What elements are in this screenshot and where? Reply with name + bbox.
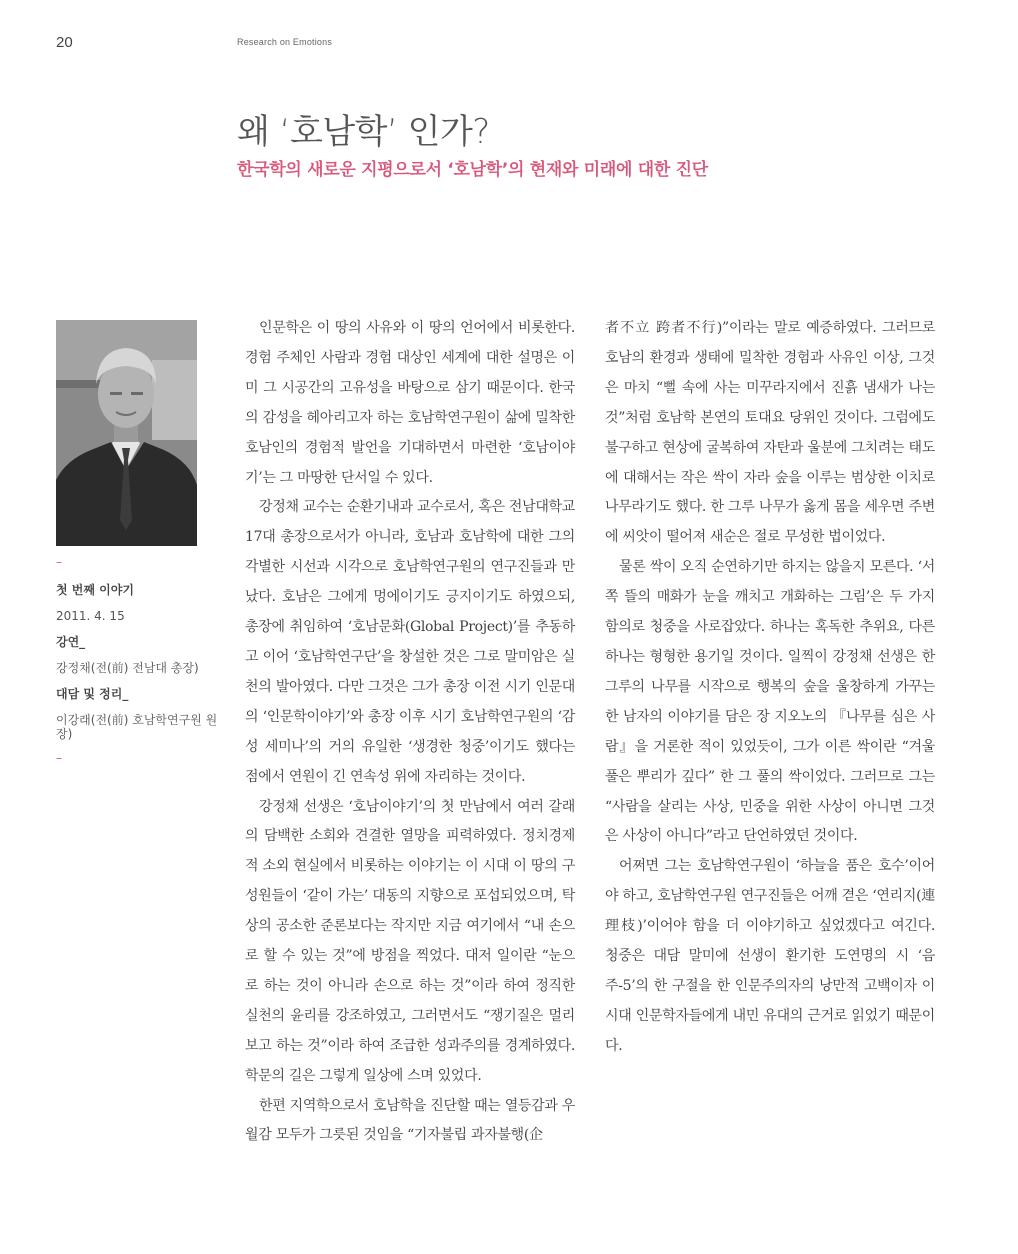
lecturer-name: 강정채(전(前) 전남대 총장) (56, 661, 199, 675)
interviewer-name: 이강래(전(前) 호남학연구원 원장) (56, 713, 218, 741)
series-label: 첫 번째 이야기 (56, 583, 134, 597)
paragraph: 인문학은 이 땅의 사유와 이 땅의 언어에서 비롯한다. 경험 주체인 사람과 경험 대상인 세계에 대한 설명은 이미 그 시공간의 고유성을 바탕으로 삼기 때문이다. 한국의 감성을 헤아리고자 하는 호남학연구원이 삶에 밀착한 호남인의 경험적 발언을 기대하면서 마련한 ‘호남이야기’는 그 마땅한 단서일 수 있다. (245, 320, 575, 486)
dash-divider: – (56, 555, 62, 569)
paragraph: 물론 싹이 오직 순연하기만 하지는 않을지 모른다. ‘서쪽 뜰의 매화가 눈을 깨치고 개화하는 그림’은 두 가지 함의로 청중을 사로잡았다. 하나는 혹독한 추위요, 다른 하나는 형형한 용기일 것이다. 일찍이 강정채 선생은 한 그루의 나무를 시작으로 행복의 숲을 울창하게 가꾸는 한 남자의 이야기를 담은 장 지오노의 『나무를 심은 사람』을 거론한 적이 있었듯이, 그가 이른 싹이란 “겨울 풀은 뿌리가 깊다” 한 그 풀의 싹이었다. 그러므로 그는 “사람을 살리는 사상, 민중을 위한 사상이 아니면 그것은 사상이 아니다”라고 단언하였던 것이다. (605, 559, 935, 845)
page-number: 20 (56, 34, 73, 51)
paragraph: 者不立 跨者不行)”이라는 말로 예증하였다. 그러므로 호남의 환경과 생태에 밀착한 경험과 사유인 이상, 그것은 마치 “뻘 속에 사는 미꾸라지에서 진흙 냄새가 나는 것”처럼 호남학 본연의 토대요 당위인 것이다. 그럼에도 불구하고 현상에 굴복하여 자탄과 울분에 그치려는 태도에 대해서는 작은 싹이 자라 숲을 이루는 범상한 이치로 나무라기도 했다. 한 그루 나무가 옳게 몸을 세우면 주변에 씨앗이 떨어져 새순은 절로 무성한 법이었다. (605, 320, 935, 546)
paragraph: 한편 지역학으로서 호남학을 진단할 때는 열등감과 우월감 모두가 그릇된 것임을 “기자불립 과자불행(企 (245, 1097, 575, 1144)
paragraph: 어쩌면 그는 호남학연구원이 ‘하늘을 품은 호수’이어야 하고, 호남학연구원 연구진들은 어깨 겯은 ‘연리지(連理枝)’이어야 함을 더 이야기하고 싶었겠다고 여긴다. 청중은 대담 말미에 선생이 환기한 도연명의 시 ‘음주-5’의 한 구절을 한 인문주의자의 낭만적 고백이자 이 시대 인문학자들에게 내민 유대의 근거로 읽었기 때문이다. (605, 858, 935, 1054)
running-head: Research on Emotions (237, 37, 333, 47)
event-date: 2011. 4. 15 (56, 609, 125, 623)
paragraph: 강정채 선생은 ‘호남이야기’의 첫 만남에서 여러 갈래의 담백한 소회와 견결한 열망을 피력하였다. 정치경제적 소외 현실에서 비롯하는 이야기는 이 시대 이 땅의 구성원들이 ‘같이 가는’ 대동의 지향으로 포섭되었으며, 탁상의 공소한 준론보다는 작지만 지금 여기에서 “내 손으로 할 수 있는 것”에 방점을 찍었다. 대저 일이란 “눈으로 하는 것이 아니라 손으로 하는 것”이라 하여 정직한 실천의 윤리를 강조하였고, 그러면서도 “쟁기질은 멀리 보고 하는 것”이라 하여 조급한 성과주의를 경계하였다. 학문의 길은 그렇게 일상에 스며 있었다. (245, 798, 575, 1084)
article-title: 왜 ‘호남학’ 인가? (237, 112, 490, 152)
lecture-label: 강연_ (56, 635, 86, 649)
body-column-left (245, 314, 575, 1151)
dialogue-label: 대담 및 정리_ (56, 687, 129, 701)
dash-divider-end: – (56, 751, 62, 765)
paragraph: 강정채 교수는 순환기내과 교수로서, 혹은 전남대학교 17대 총장으로서가 아니라, 호남과 호남학에 대한 그의 각별한 시선과 시각으로 호남학연구원의 연구진들과 만났다. 호남은 그에게 멍에이기도 긍지이기도 하였으되, 총장에 취임하여 ‘호남문화(Global Project)’를 추동하고 이어 ‘호남학연구단’을 창설한 것은 그로 말미암은 실천의 발아였다. 다만 그것은 그가 총장 이전 시기 인문대의 ‘인문학이야기’와 총장 이후 시기 호남학연구원의 ‘감성 세미나’의 거의 유일한 ‘생경한 청중’이기도 했다는 점에서 연원이 긴 연속성 위에 자리하는 것이다. (245, 499, 575, 785)
portrait-photo (56, 320, 197, 546)
portrait-photo-icon (56, 320, 197, 546)
article-subtitle: 한국학의 새로운 지평으로서 ‘호남학’의 현재와 미래에 대한 진단 (237, 160, 708, 180)
sidebar-credits (56, 555, 231, 765)
body-column-right (605, 314, 935, 1062)
